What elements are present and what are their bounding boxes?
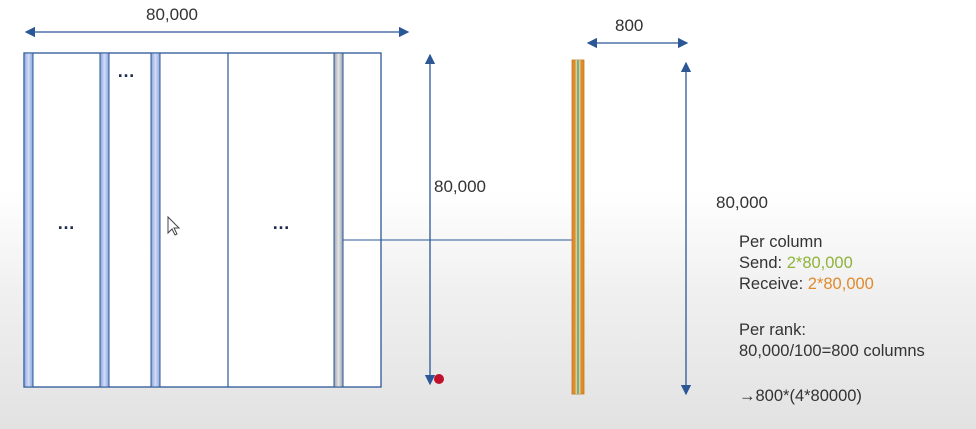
matrix-outline (24, 53, 381, 387)
matrix-column-1 (24, 53, 33, 387)
per-rank-value: 80,000/100=800 columns (739, 342, 925, 360)
ellipsis-left: … (57, 213, 75, 233)
ellipsis-right: … (272, 213, 290, 233)
matrix-column-3 (151, 53, 160, 387)
per-column-heading: Per column (739, 233, 823, 251)
matrix-column-2 (100, 53, 109, 387)
slice-height-label: 80,000 (716, 193, 768, 212)
receive-value: 2*80,000 (807, 275, 874, 293)
receive-label: Receive: (739, 275, 808, 293)
pointer-dot (434, 374, 444, 384)
ellipsis-top: … (117, 61, 135, 81)
slice-width-label: 800 (615, 16, 644, 35)
matrix-height-label: 80,000 (434, 177, 486, 196)
total-formula: →800*(4*80000) (739, 387, 862, 405)
send-value: 2*80,000 (786, 254, 853, 272)
send-line (739, 253, 853, 274)
matrix-column-last (334, 53, 343, 387)
receive-line (739, 274, 874, 295)
per-rank-heading: Per rank: (739, 321, 806, 339)
matrix-width-label: 80,000 (146, 5, 198, 24)
send-label: Send: (739, 254, 787, 272)
